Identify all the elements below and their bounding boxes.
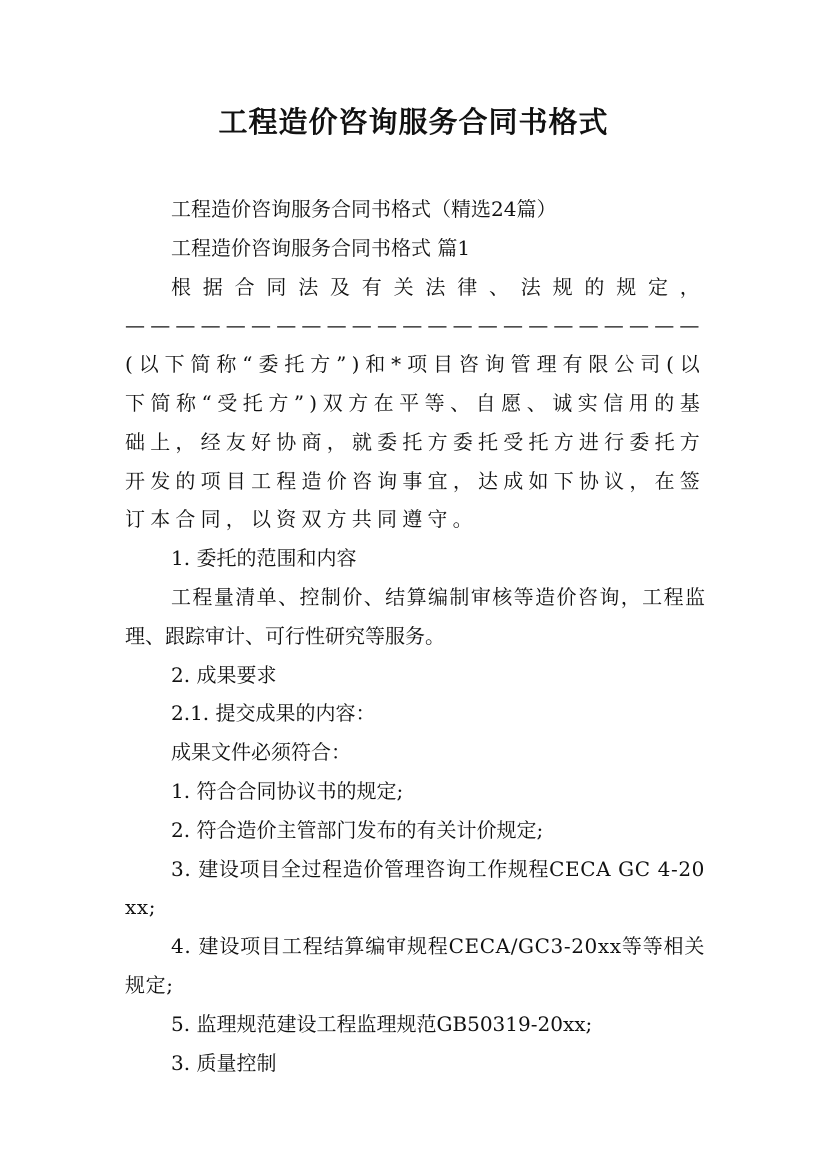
paragraph-requirement-1: 1. 符合合同协议书的规定; — [171, 778, 404, 803]
paragraph-subtitle: 工程造价咨询服务合同书格式（精选24篇） — [171, 197, 557, 221]
paragraph-requirement-3: 3. 建设项目全过程造价管理咨询工作规程CECA GC 4-20xx; — [125, 856, 705, 920]
document-body — [125, 190, 705, 1082]
paragraph-item-2-heading: 2. 成果要求 — [171, 662, 277, 687]
paragraph-scope: 工程量清单、控制价、结算编制审核等造价咨询，工程监理、跟踪审计、可行性研究等服务。 — [125, 584, 705, 648]
paragraph-requirements-intro: 成果文件必须符合： — [171, 740, 351, 765]
paragraph-item-2-1: 2.1. 提交成果的内容： — [171, 701, 376, 726]
paragraph-requirement-4: 4. 建设项目工程结算编审规程CECA/GC3-20xx等等相关规定; — [125, 934, 705, 997]
paragraph-item-3-heading: 3. 质量控制 — [171, 1050, 277, 1075]
paragraph-item-1-heading: 1. 委托的范围和内容 — [171, 546, 357, 571]
document-title: 工程造价咨询服务合同书格式 — [218, 105, 609, 139]
paragraph-requirement-2: 2. 符合造价主管部门发布的有关计价规定; — [171, 817, 544, 842]
paragraph-section-heading: 工程造价咨询服务合同书格式 篇1 — [171, 235, 471, 260]
paragraph-intro: 根据合同法及有关法律、法规的规定，———————————————————————(以下简称“委托方”)和*项目咨询管理有限公司(以下简称“受托方”)双方在平等、自愿、诚实信用的基础上，经友好协商，就委托方委托受托方进行委托方开发的项目工程造价咨询事宜，达成如下协议，在签订本合同，以资双方共同遵守。 — [125, 274, 705, 532]
paragraph-requirement-5: 5. 监理规范建设工程监理规范GB50319-20xx; — [171, 1011, 593, 1036]
